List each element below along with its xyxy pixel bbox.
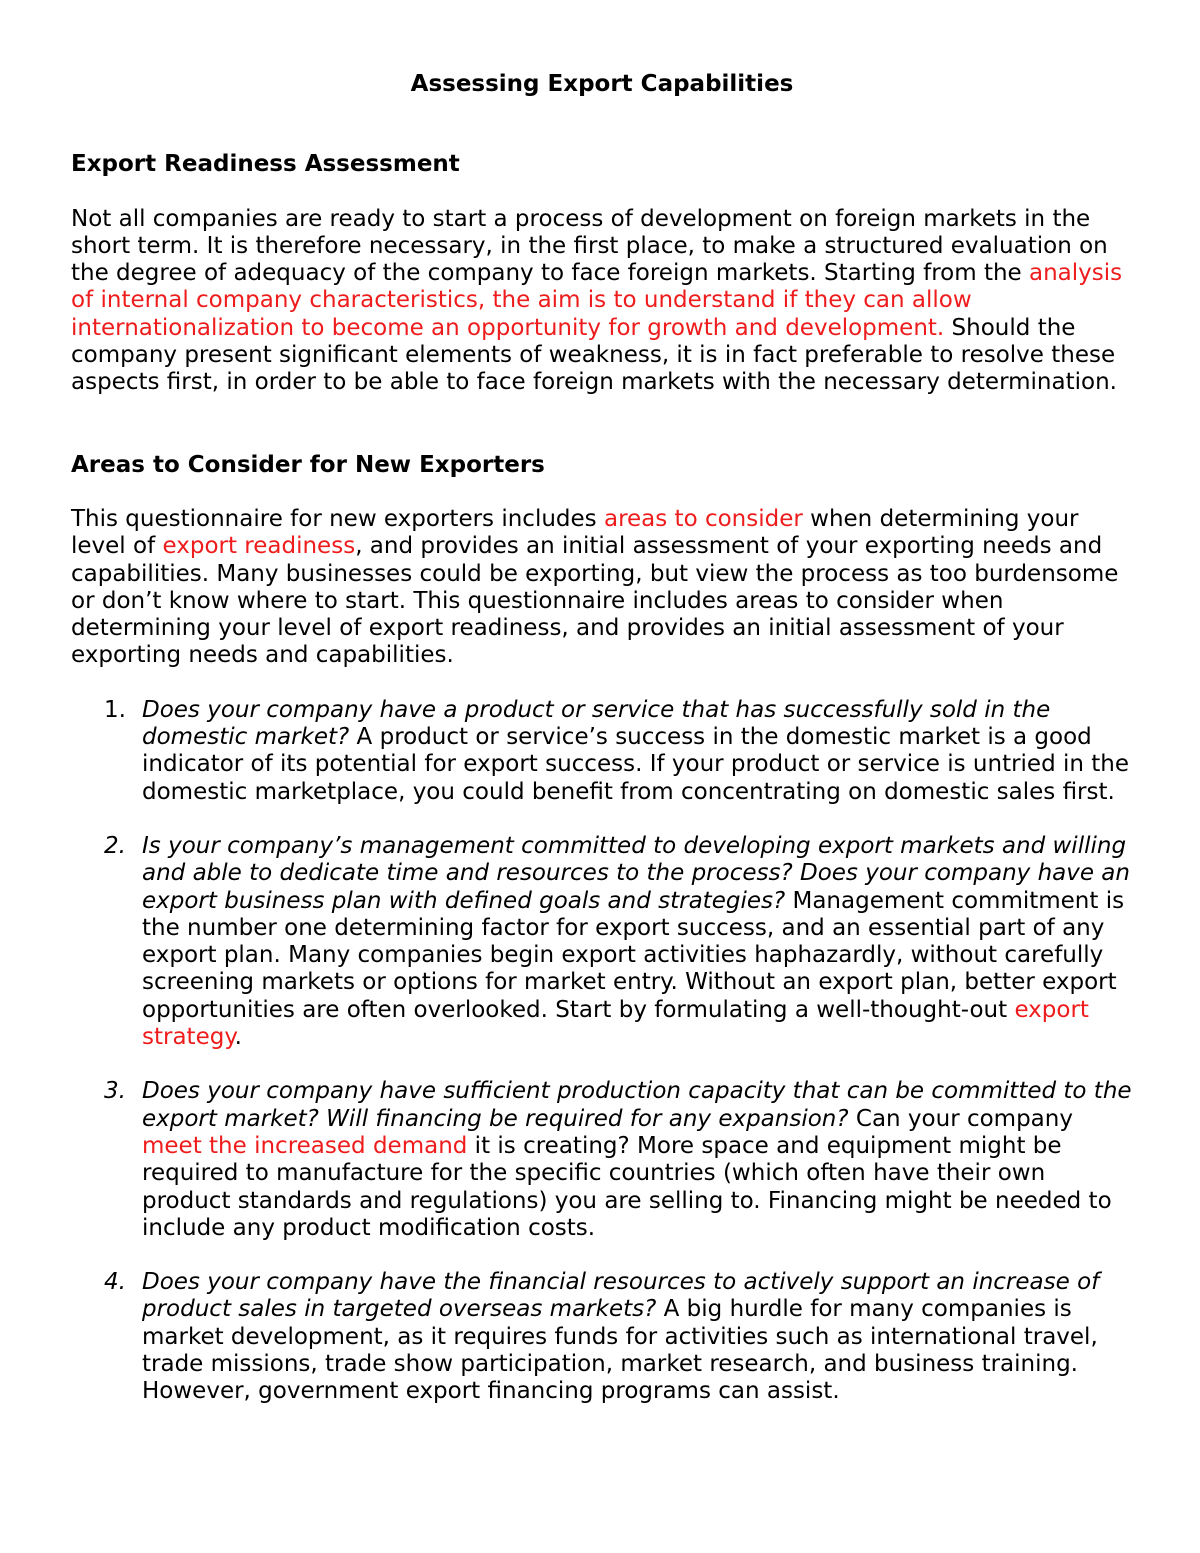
- questionnaire-list: [71, 697, 1133, 1406]
- paragraph-text: when determining your level of: [71, 505, 1079, 560]
- list-item: [71, 697, 1133, 806]
- paragraph-text: , and provides an initial assessment of your exporting needs and capabilities. Many businesses could be exporting, but view the process as too burdensome or don’t know where to start. This questionnaire includes areas to consider when determining your level of export readiness, and provides an initial assessment of your exporting needs and capabilities.: [71, 533, 1119, 669]
- question-text: Does your company have a product or service that has successfully sold in the domestic market?: [142, 696, 1051, 751]
- question-text: Does your company have the financial resources to actively support an increase of product sales in targeted overseas markets?: [142, 1269, 1100, 1323]
- paragraph-text: Should the company present significant elements of weakness, it is in fact preferable to resolve these aspects first, in order to be able to face foreign markets with the necessary determination.: [71, 314, 1117, 396]
- spacer: [71, 670, 1133, 697]
- question-text: Does your company have sufficient production capacity that can be committed to the export market? Will financing be required for any expansion?: [142, 1078, 1132, 1132]
- section-heading-export-readiness: Export Readiness Assessment: [71, 151, 460, 178]
- document-page: [71, 71, 1133, 1433]
- list-number: 1.: [104, 696, 126, 723]
- answer-text: Can your company: [848, 1105, 1073, 1132]
- answer-text: A product or service’s success in the domestic market is a good indicator of its potential for export success. If your product or service is untried in the domestic marketplace, you could benefit from concentrating on domestic sales first.: [142, 724, 1130, 805]
- paragraph-text: This questionnaire for new exporters includes: [71, 505, 604, 532]
- link-areas-to-consider[interactable]: areas to consider: [603, 505, 803, 532]
- link-meet-increased-demand[interactable]: meet the increased demand: [142, 1132, 468, 1159]
- answer-text: .: [234, 1024, 242, 1051]
- answer-text: Management commitment is the number one determining factor for export success, and an essential part of any export plan. Many companies begin export activities haphazardly, without carefully screening markets or options for market entry. Without an export plan, better export opportunities are often overlooked. Start by formulating a well-thought-out: [142, 887, 1125, 1023]
- paragraph-export-readiness: [71, 206, 1133, 397]
- spacer: [71, 397, 1133, 452]
- paragraph-text: Not all companies are ready to start a process of development on foreign markets in the short term. It is therefore necessary, in the first place, to make a structured evaluation on the degree of adequacy of the company to face foreign markets. Starting from the: [71, 205, 1108, 287]
- list-item: [71, 833, 1133, 1051]
- document-title: Assessing Export Capabilities: [410, 71, 794, 97]
- question-text: Is your company’s management committed to developing export markets and willing and able to dedicate time and resources to the process? Does your company have an export business plan with defined goals and strategies?: [142, 832, 1130, 914]
- list-item: [71, 1269, 1133, 1405]
- list-item: [71, 1078, 1133, 1242]
- answer-text: A big hurdle for many companies is market development, as it requires funds for activities such as international travel, trade missions, trade show participation, market research, and business training. However, government export financing programs can assist.: [142, 1296, 1098, 1405]
- link-export-strategy[interactable]: export strategy: [142, 996, 1089, 1051]
- link-export-readiness[interactable]: export readiness: [162, 533, 356, 560]
- paragraph-areas-to-consider: [71, 506, 1133, 670]
- list-number: 2.: [104, 832, 126, 859]
- list-number: 4.: [104, 1269, 126, 1296]
- list-number: 3.: [104, 1078, 126, 1105]
- section-heading-areas-to-consider: Areas to Consider for New Exporters: [71, 451, 545, 478]
- highlighted-text: analysis of internal company characteristics, the aim is to understand if they can allow internationalization to become an opportunity for growth and development.: [71, 260, 1123, 341]
- answer-text: it is creating? More space and equipment might be required to manufacture for the specific countries (which often have their own product standards and regulations) you are selling to. Financing might be needed to include any product modification costs.: [142, 1132, 1112, 1241]
